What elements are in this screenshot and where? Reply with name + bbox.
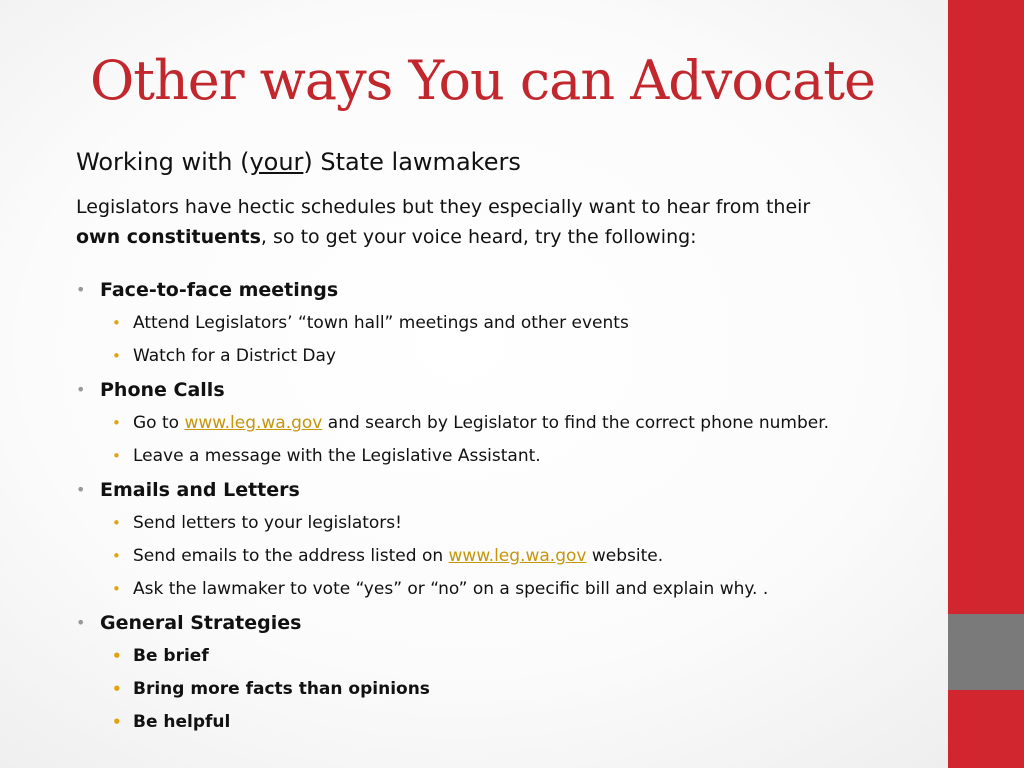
bullet-heading-label: Emails and Letters <box>100 479 300 501</box>
sub-bullet-text-after-link: website. <box>586 546 664 566</box>
sub-bullet-dot-icon: • <box>112 447 121 465</box>
intro-text-1: Legislators have hectic schedules but they especially want to hear from their <box>76 196 811 218</box>
sub-bullet <box>76 673 936 706</box>
sub-bullet-text: Leave a message with the Legislative Assistant. <box>133 446 541 466</box>
leg-wa-gov-link[interactable]: www.leg.wa.gov <box>184 413 323 433</box>
sub-bullet <box>76 706 936 739</box>
sub-bullet-text: Attend Legislators’ “town hall” meetings and other events <box>133 313 629 333</box>
sub-bullet <box>76 640 936 673</box>
accent-bar-gray-block <box>948 614 1024 690</box>
sub-bullet <box>76 407 936 440</box>
bullet-list <box>76 273 936 739</box>
intro-paragraph <box>76 192 926 252</box>
sub-bullet-text: Ask the lawmaker to vote “yes” or “no” on a specific bill and explain why. . <box>133 579 769 599</box>
sub-bullet-dot-icon: • <box>112 514 121 532</box>
sub-bullet-dot-icon: • <box>112 347 121 365</box>
sub-bullet-text-before-link: Go to <box>133 413 185 433</box>
intro-text-2: , so to get your voice heard, try the following: <box>260 226 697 248</box>
sub-bullet-text: Send letters to your legislators! <box>133 513 402 533</box>
sub-bullet <box>76 507 936 540</box>
sub-bullet-text-before-link: Send emails to the address listed on <box>133 546 449 566</box>
bullet-dot-icon: • <box>76 380 86 399</box>
bullet-heading-face-to-face <box>76 273 936 307</box>
sub-bullet-dot-icon: • <box>112 580 121 598</box>
slide-title: Other ways You can Advocate <box>90 49 875 112</box>
sub-bullet <box>76 307 936 340</box>
sub-bullet <box>76 440 936 473</box>
sub-bullet-dot-icon: • <box>112 414 121 432</box>
bullet-dot-icon: • <box>76 280 86 299</box>
sub-bullet-text: Be brief <box>133 646 209 666</box>
subtitle-text-before: Working with ( <box>76 148 250 176</box>
sub-bullet-text: Be helpful <box>133 712 231 732</box>
sub-bullet <box>76 540 936 573</box>
sub-bullet-text-after-link: and search by Legislator to find the correct phone number. <box>322 413 830 433</box>
leg-wa-gov-link[interactable]: www.leg.wa.gov <box>448 546 587 566</box>
bullet-heading-label: Phone Calls <box>100 379 225 401</box>
bullet-dot-icon: • <box>76 613 86 632</box>
slide-subtitle <box>76 147 521 177</box>
sub-bullet <box>76 573 936 606</box>
sub-bullet-dot-icon: • <box>112 647 122 665</box>
accent-bar-top <box>948 0 1024 614</box>
sub-bullet-dot-icon: • <box>112 713 122 731</box>
sub-bullet-dot-icon: • <box>112 680 122 698</box>
bullet-dot-icon: • <box>76 480 86 499</box>
bullet-heading-label: General Strategies <box>100 612 302 634</box>
bullet-heading-phone-calls <box>76 373 936 407</box>
subtitle-underlined-word: your <box>249 148 304 176</box>
bullet-heading-label: Face-to-face meetings <box>100 279 339 301</box>
intro-bold-text: own constituents <box>76 226 261 248</box>
bullet-heading-general-strategies <box>76 606 936 640</box>
sub-bullet-dot-icon: • <box>112 547 121 565</box>
accent-bar-bottom <box>948 690 1024 768</box>
sub-bullet-text: Bring more facts than opinions <box>133 679 430 699</box>
sub-bullet-text: Watch for a District Day <box>133 346 336 366</box>
bullet-heading-emails-letters <box>76 473 936 507</box>
subtitle-text-after: ) State lawmakers <box>303 148 521 176</box>
sub-bullet <box>76 340 936 373</box>
sub-bullet-dot-icon: • <box>112 314 121 332</box>
